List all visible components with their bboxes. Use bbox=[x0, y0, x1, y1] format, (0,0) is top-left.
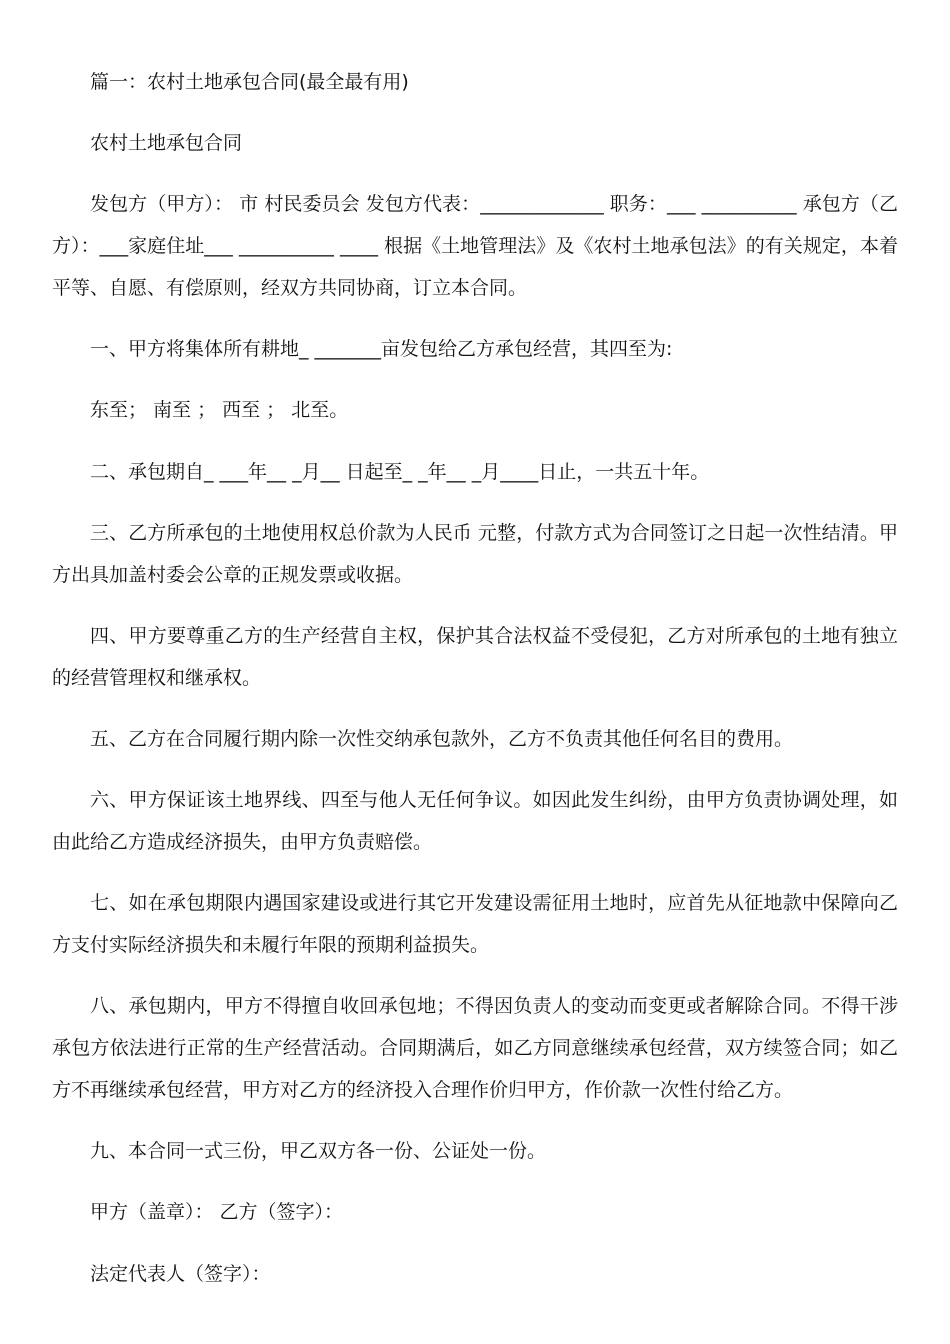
clause-7: 七、如在承包期限内遇国家建设或进行其它开发建设需征用土地时，应首先从征地款中保障向乙方支付实际经济损失和未履行年限的预期利益损失。 bbox=[52, 892, 898, 956]
parties-paragraph: 发包方（甲方）： 市 村民委员会 发包方代表：_____________ 职务：___ __________ 承包方（乙方）：___家庭住址___ __________ ____ 根据《土地管理法》及《农村土地承包法》的有关规定，本着平等、自愿、有偿原则，经双方共同协商，订立本合同。 bbox=[52, 193, 898, 299]
boundaries-line: 东至； 南至 ； 西至 ； 北至。 bbox=[90, 399, 349, 421]
clause-4: 四、甲方要尊重乙方的生产经营自主权，保护其合法权益不受侵犯，乙方对所承包的土地有独立的经营管理权和继承权。 bbox=[52, 625, 898, 689]
document-title: 农村土地承包合同 bbox=[90, 132, 243, 154]
legal-representative-line: 法定代表人（签字）： bbox=[90, 1263, 271, 1285]
clause-1: 一、甲方将集体所有耕地_ _______亩发包给乙方承包经营，其四至为: bbox=[90, 338, 673, 360]
clause-3: 三、乙方所承包的土地使用权总价款为人民币 元整，付款方式为合同签订之日起一次性结清。甲方出具加盖村委会公章的正规发票或收据。 bbox=[52, 522, 898, 586]
signatures-line: 甲方（盖章）： 乙方（签字）： bbox=[90, 1201, 344, 1223]
clause-6: 六、甲方保证该土地界线、四至与他人无任何争议。如因此发生纠纷，由甲方负责协调处理，如由此给乙方造成经济损失，由甲方负责赔偿。 bbox=[52, 789, 898, 853]
clause-5: 五、乙方在合同履行期内除一次性交纳承包款外，乙方不负责其他任何名目的费用。 bbox=[90, 728, 794, 750]
document-heading: 篇一：农村土地承包合同(最全最有用) bbox=[90, 71, 409, 93]
clause-9: 九、本合同一式三份，甲乙双方各一份、公证处一份。 bbox=[90, 1140, 547, 1162]
clause-8: 八、承包期内，甲方不得擅自收回承包地；不得因负责人的变动而变更或者解除合同。不得干涉承包方依法进行正常的生产经营活动。合同期满后，如乙方同意继续承包经营，双方续签合同；如乙方不再继续承包经营，甲方对乙方的经济投入合理作价归甲方，作价款一次性付给乙方。 bbox=[52, 995, 898, 1101]
clause-2: 二、承包期自_ ___年__ _月__ 日起至_ _年__ _月____日止，一共五十年。 bbox=[90, 461, 710, 483]
